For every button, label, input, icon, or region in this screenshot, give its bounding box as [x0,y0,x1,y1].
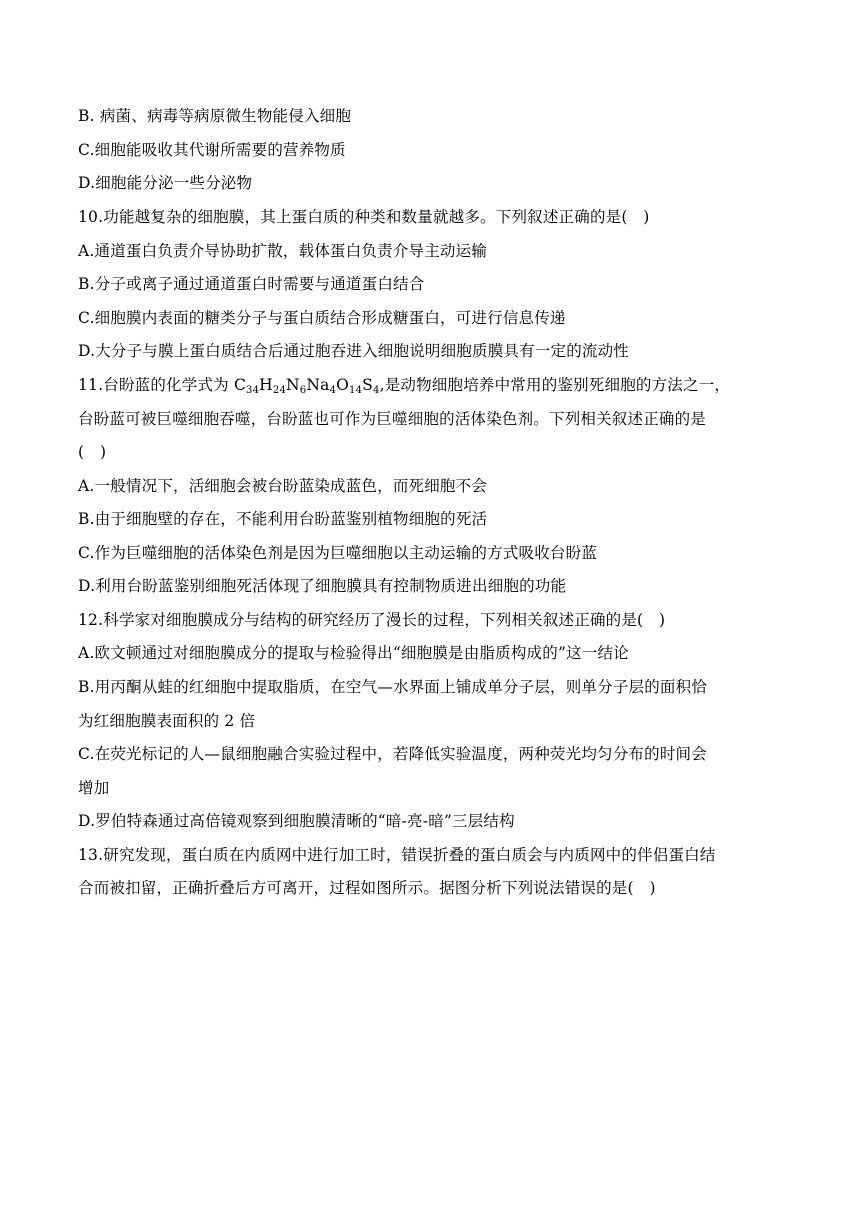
question-13-line-1: 13.研究发现，蛋白质在内质网中进行加工时，错误折叠的蛋白质会与内质网中的伴侣蛋白结 [78,846,716,864]
option-10c: C.细胞膜内表面的糖类分子与蛋白质结合形成糖蛋白，可进行信息传递 [78,309,566,327]
question-12: 12.科学家对细胞膜成分与结构的研究经历了漫长的过程，下列相关叙述正确的是( ) [78,611,666,629]
option-12b-line-2: 为红细胞膜表面积的 2 倍 [78,712,256,730]
option-9c: C.细胞能吸收其代谢所需要的营养物质 [78,141,346,159]
option-11b: B.由于细胞壁的存在，不能利用台盼蓝鉴别植物细胞的死活 [78,510,488,528]
option-9d: D.细胞能分泌一些分泌物 [78,174,253,192]
question-11-line-1 [78,375,730,395]
option-12b-line-1: B.用丙酮从蛙的红细胞中提取脂质，在空气—水界面上铺成单分子层，则单分子层的面积恰 [78,678,708,696]
q11-number: 11.台盼蓝的化学式为 [78,376,234,394]
option-11a: A.一般情况下，活细胞会被台盼蓝染成蓝色，而死细胞不会 [78,477,488,495]
question-11-blank: ( ) [78,443,107,461]
option-12d: D.罗伯特森通过高倍镜观察到细胞膜清晰的“暗-亮-暗”三层结构 [78,812,515,830]
option-10b: B.分子或离子通过通道蛋白时需要与通道蛋白结合 [78,275,425,293]
option-10a: A.通道蛋白负责介导协助扩散，载体蛋白负责介导主动运输 [78,242,488,260]
option-10d: D.大分子与膜上蛋白质结合后通过胞吞进入细胞说明细胞质膜具有一定的流动性 [78,342,630,360]
q11-suffix: ,是动物细胞培养中常用的鉴别死细胞的方法之一， [379,376,731,394]
question-11-line-2: 台盼蓝可被巨噬细胞吞噬，台盼蓝也可作为巨噬细胞的活体染色剂。下列相关叙述正确的是 [78,410,707,428]
question-13-line-2: 合而被扣留，正确折叠后方可离开，过程如图所示。据图分析下列说法错误的是( ) [78,879,656,897]
option-12c-line-1: C.在荧光标记的人—鼠细胞融合实验过程中，若降低实验温度，两种荧光均匀分布的时间会 [78,745,707,763]
option-12c-line-2: 增加 [78,779,110,797]
option-12a: A.欧文顿通过对细胞膜成分的提取与检验得出“细胞膜是由脂质构成的”这一结论 [78,644,629,662]
option-9b: B. 病菌、病毒等病原微生物能侵入细胞 [78,107,352,125]
option-11c: C.作为巨噬细胞的活体染色剂是因为巨噬细胞以主动运输的方式吸收台盼蓝 [78,544,598,562]
chemical-formula: $C_{34}H_{24}N_6Na_4O_{14}S_4$ [233,376,380,396]
question-10: 10.功能越复杂的细胞膜，其上蛋白质的种类和数量就越多。下列叙述正确的是( ) [78,208,650,226]
option-11d: D.利用台盼蓝鉴别细胞死活体现了细胞膜具有控制物质进出细胞的功能 [78,577,567,595]
